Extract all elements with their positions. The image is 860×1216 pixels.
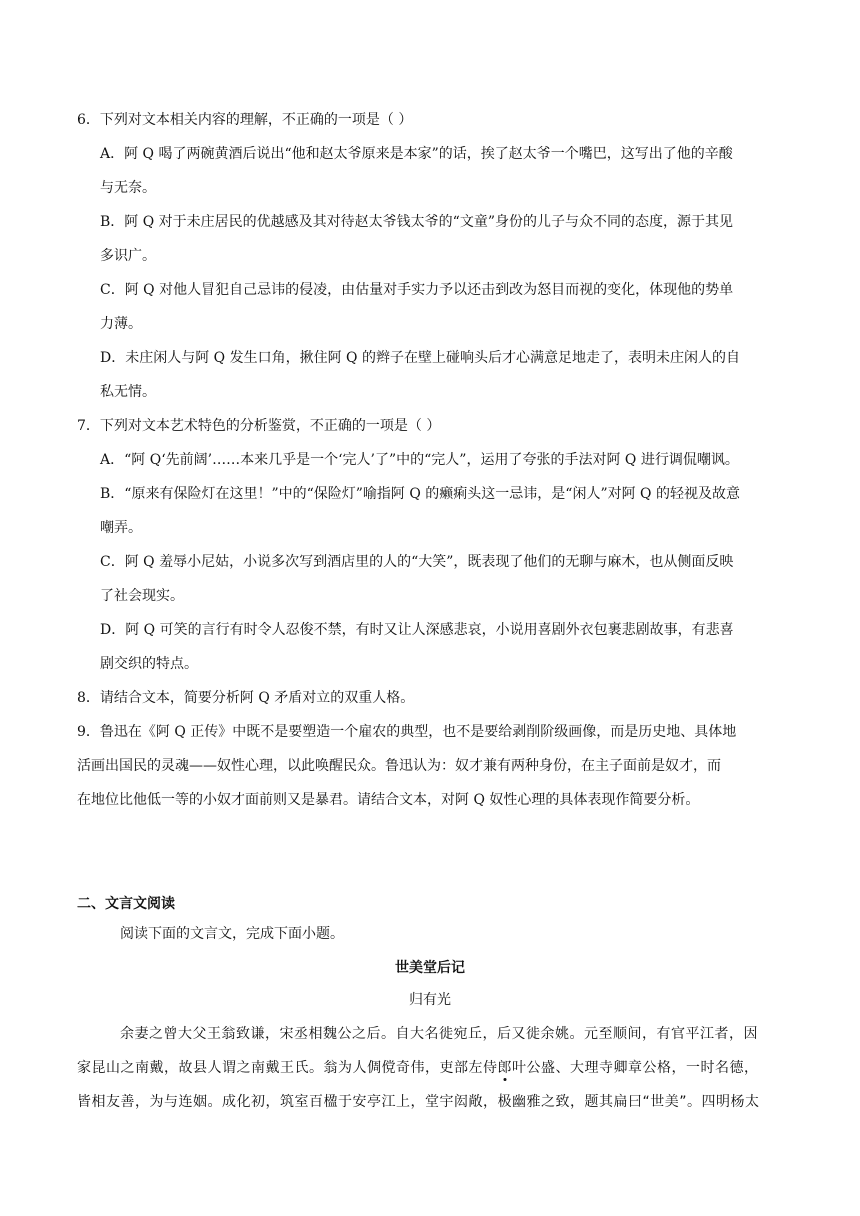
dotted-char: 郎 bbox=[497, 1060, 512, 1076]
q9-line1: 9．鲁迅在《阿 Q 正传》中既不是要塑造一个雇农的典型，也不是要给剥削阶级画像，而是历史地、具体地 bbox=[77, 724, 737, 740]
emphasis-dot-char bbox=[498, 1060, 513, 1076]
q7-option-d-line2: 剧交织的特点。 bbox=[100, 656, 198, 672]
emphasis-dot bbox=[503, 1078, 506, 1081]
q6-option-a-line2: 与无奈。 bbox=[100, 180, 156, 196]
q8-stem: 8．请结合文本，简要分析阿 Q 矛盾对立的双重人格。 bbox=[77, 690, 415, 706]
q6-option-c-line2: 力薄。 bbox=[100, 316, 142, 332]
passage-title: 世美堂后记 bbox=[395, 960, 465, 976]
q6-stem: 6．下列对文本相关内容的理解，不正确的一项是（ ） bbox=[77, 112, 413, 128]
q6-option-d-line2: 私无情。 bbox=[100, 384, 156, 400]
q6-option-d-line1: D．未庄闲人与阿 Q 发生口角，揪住阿 Q 的辫子在壁上碰响头后才心满意足地走了，表明未庄闲人的自 bbox=[100, 350, 740, 366]
passage-author: 归有光 bbox=[409, 992, 451, 1008]
passage-line2-part2: 叶公盛、大理寺卿章公格，一时名德， bbox=[512, 1060, 759, 1076]
q7-stem: 7．下列对文本艺术特色的分析鉴赏，不正确的一项是（ ） bbox=[77, 418, 441, 434]
passage-line1: 余妻之曾大父王翁致谦，宋丞相魏公之后。自大名徙宛丘，后又徙余姚。元至顺间，有官平江者，因 bbox=[120, 1026, 758, 1042]
section-intro: 阅读下面的文言文，完成下面小题。 bbox=[120, 926, 344, 942]
passage-line3: 皆相友善，为与连姻。成化初，筑室百楹于安亭江上，堂宇闳敞，极幽雅之致，题其扁曰“世美”。四明杨太 bbox=[77, 1094, 760, 1110]
passage-line2 bbox=[77, 1058, 759, 1078]
q6-option-b-line1: B．阿 Q 对于未庄居民的优越感及其对待赵太爷钱太爷的“文童”身份的儿子与众不同的态度，源于其见 bbox=[100, 214, 733, 230]
q9-line2: 活画出国民的灵魂——奴性心理，以此唤醒民众。鲁迅认为：奴才兼有两种身份，在主子面前是奴才，而 bbox=[77, 758, 721, 774]
section-heading: 二、文言文阅读 bbox=[77, 896, 175, 912]
q6-option-a-line1: A．阿 Q 喝了两碗黄酒后说出“他和赵太爷原来是本家”的话，挨了赵太爷一个嘴巴，这写出了他的辛酸 bbox=[100, 146, 733, 162]
q6-option-c-line1: C．阿 Q 对他人冒犯自己忌讳的侵凌，由估量对手实力予以还击到改为怒目而视的变化，体现他的势单 bbox=[100, 282, 734, 298]
q7-option-d-line1: D．阿 Q 可笑的言行有时令人忍俊不禁，有时又让人深感悲哀，小说用喜剧外衣包裹悲剧故事，有悲喜 bbox=[100, 622, 734, 638]
q7-option-b-line1: B．“原来有保险灯在这里！”中的“保险灯”喻指阿 Q 的癞痢头这一忌讳，是“闲人”对阿 Q 的轻视及故意 bbox=[100, 486, 740, 502]
q7-option-c-line2: 了社会现实。 bbox=[100, 588, 184, 604]
passage-line2-part1: 家昆山之南戴，故县人谓之南戴王氏。翁为人倜傥奇伟，吏部左侍 bbox=[77, 1060, 498, 1076]
q6-option-b-line2: 多识广。 bbox=[100, 248, 156, 264]
q7-option-a-line1: A．“阿 Q‘先前阔’……本来几乎是一个‘完人’了”中的“完人”，运用了夸张的手法对阿 Q 进行调侃嘲讽。 bbox=[100, 452, 739, 468]
q9-line3: 在地位比他低一等的小奴才面前则又是暴君。请结合文本，对阿 Q 奴性心理的具体表现作简要分析。 bbox=[77, 792, 700, 808]
q7-option-b-line2: 嘲弄。 bbox=[100, 520, 142, 536]
q7-option-c-line1: C．阿 Q 羞辱小尼姑，小说多次写到酒店里的人的“大笑”，既表现了他们的无聊与麻木，也从侧面反映 bbox=[100, 554, 734, 570]
